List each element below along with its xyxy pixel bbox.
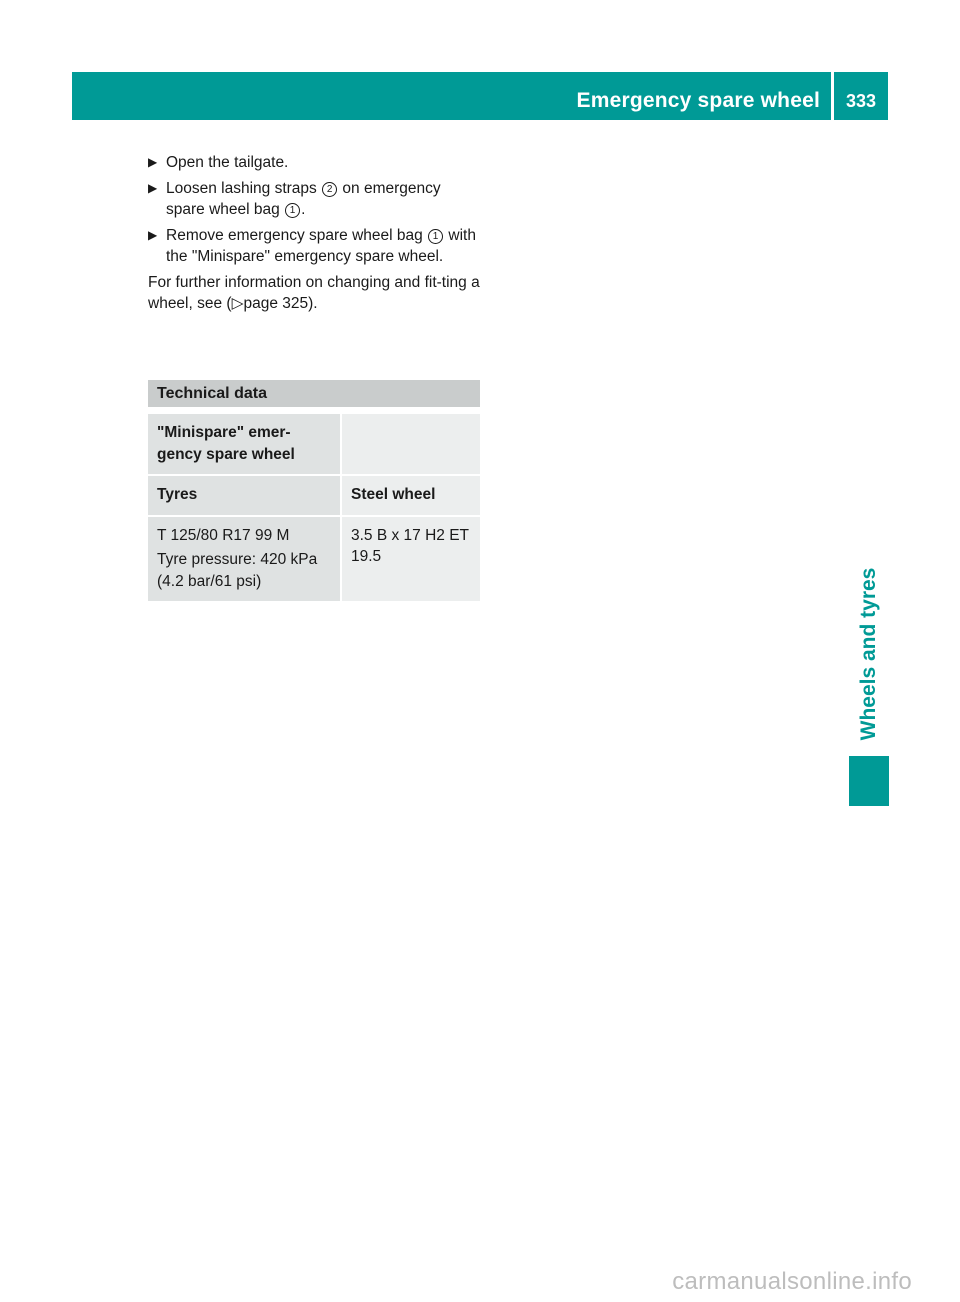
instruction-step [148, 178, 480, 221]
section-heading: Technical data [148, 380, 480, 407]
column-header-steel-wheel: Steel wheel [341, 475, 480, 516]
instruction-step [148, 152, 480, 174]
table-row [148, 414, 480, 475]
main-content [148, 152, 480, 315]
page-number: 333 [845, 91, 877, 111]
step-text: with the "Minispare" emergency spare wheel. [166, 226, 476, 265]
technical-data-table [148, 414, 480, 601]
page-reference-link[interactable]: page 325). [243, 295, 318, 312]
step-text: . [301, 201, 306, 218]
callout-number-icon: 2 [322, 182, 337, 197]
step-text: Open the tailgate. [166, 154, 289, 171]
steel-wheel-spec: 3.5 B x 17 H2 ET 19.5 [351, 526, 469, 565]
side-tab-marker [849, 756, 889, 806]
tyres-cell [148, 516, 341, 602]
table-row [148, 516, 480, 602]
tyre-pressure: Tyre pressure: 420 kPa (4.2 bar/61 psi) [157, 551, 318, 590]
watermark: carmanualsonline.info [672, 1268, 912, 1295]
further-info-text: For further information on changing and fit-ting a wheel, see ( [148, 273, 480, 312]
callout-number-icon: 1 [285, 203, 300, 218]
side-tab-label: Wheels and tyres [857, 567, 880, 741]
chapter-title: Emergency spare wheel [576, 89, 820, 112]
table-row [148, 475, 480, 516]
steel-wheel-cell [341, 516, 480, 602]
instruction-step [148, 225, 480, 268]
further-info-paragraph [148, 272, 480, 315]
callout-number-icon: 1 [428, 229, 443, 244]
step-arrow-icon: ▶ [148, 155, 158, 169]
step-arrow-icon: ▶ [148, 180, 158, 195]
step-text: Loosen lashing straps [166, 179, 322, 197]
column-header-tyres: Tyres [148, 475, 341, 516]
page-header-bar [72, 72, 888, 120]
step-arrow-icon: ▶ [148, 227, 158, 242]
tyre-size: T 125/80 R17 99 M [157, 526, 290, 544]
table-empty-cell [341, 414, 480, 475]
step-text: Remove emergency spare wheel bag [166, 226, 428, 244]
table-title-cell: "Minispare" emer-gency spare wheel [148, 414, 341, 475]
step-text: on emergency spare wheel bag [166, 179, 441, 218]
page-reference-arrow-icon: ▷ [231, 295, 244, 312]
